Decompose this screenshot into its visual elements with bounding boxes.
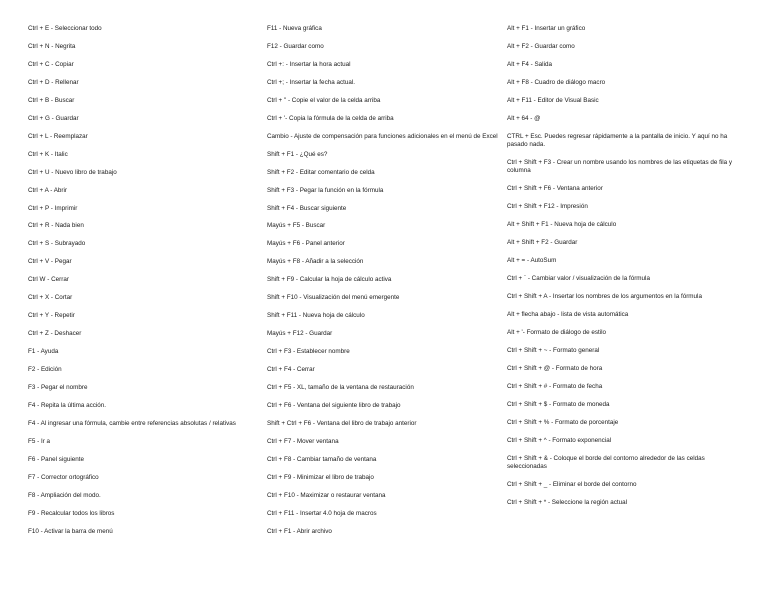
shortcut-entry: Ctrl W - Cerrar [28, 276, 69, 284]
shortcut-entry: F9 - Recalcular todos los libros [28, 509, 115, 517]
shortcut-entry: F1 - Ayuda [28, 348, 59, 356]
shortcut-entry: Shift + F4 - Buscar siguiente [267, 204, 347, 212]
shortcut-entry: Ctrl + X - Cortar [28, 294, 73, 302]
shortcut-entry: Ctrl + C - Copiar [28, 60, 74, 68]
shortcut-entry: Alt + = - AutoSum [507, 257, 557, 265]
shortcut-entry: Shift + F10 - Visualización del menú emergente [267, 294, 400, 302]
shortcut-entry: F6 - Panel siguiente [28, 455, 85, 463]
shortcut-entry: Ctrl + F1 - Abrir archivo [267, 527, 332, 535]
shortcut-entry: F4 - Repita la última acción. [28, 402, 107, 410]
shortcut-entry: Shift + F2 - Editar comentario de celda [267, 168, 375, 176]
shortcut-entry: Ctrl + Shift + * - Seleccione la región actual [507, 499, 628, 507]
shortcut-entry: Alt + F11 - Editor de Visual Basic [507, 96, 599, 104]
shortcut-entry: Ctrl + F3 - Establecer nombre [267, 348, 350, 356]
shortcut-entry: Ctrl + F11 - Insertar 4.0 hoja de macros [267, 509, 377, 517]
shortcut-entry: F5 - Ir a [28, 437, 51, 445]
shortcut-entry: Ctrl + U - Nuevo libro de trabajo [28, 168, 117, 176]
shortcut-entry: Ctrl +; - Insertar la fecha actual. [267, 78, 356, 86]
shortcut-entry: F11 - Nueva gráfica [267, 25, 322, 32]
shortcut-column-1 [28, 25, 256, 546]
shortcut-entry: Ctrl + Shift + ^ - Formato exponencial [507, 436, 612, 444]
shortcut-entry: Ctrl + A - Abrir [28, 186, 68, 194]
shortcut-entry: Shift + Ctrl + F6 - Ventana del libro de trabajo anterior [267, 419, 417, 427]
shortcut-entry: Alt + Shift + F2 - Guardar [507, 239, 578, 247]
shortcut-entry: Ctrl + K - Italic [28, 150, 68, 158]
shortcut-entry: Ctrl + R - Nada bien [28, 222, 84, 230]
shortcut-entry: Ctrl + F6 - Ventana del siguiente libro de trabajo [267, 402, 401, 410]
shortcut-entry: Ctrl + F7 - Mover ventana [267, 437, 339, 445]
shortcut-entry: Ctrl + Shift + @ - Formato de hora [507, 364, 603, 372]
shortcut-entry: Mayús + F8 - Añadir a la selección [267, 258, 364, 266]
shortcut-entry: Ctrl + L - Reemplazar [28, 132, 88, 140]
shortcut-entry: Ctrl + Shift + % - Formato de porcentaje [507, 418, 619, 426]
shortcut-entry: F7 - Corrector ortográfico [28, 473, 99, 481]
shortcut-entry: Mayús + F12 - Guardar [267, 330, 333, 338]
shortcut-entry: F12 - Guardar como [267, 42, 324, 50]
shortcut-entry: Ctrl + ` - Cambiar valor / visualización de la fórmula [507, 275, 650, 283]
shortcut-entry: Alt + flecha abajo - lista de vista automática [507, 311, 629, 319]
shortcut-entry: F2 - Edición [28, 366, 62, 374]
shortcut-entry: F8 - Ampliación del modo. [28, 491, 101, 499]
shortcut-entry: Mayús + F6 - Panel anterior [267, 240, 345, 248]
shortcut-entry: Ctrl + F10 - Maximizar o restaurar ventana [267, 491, 386, 499]
shortcut-entry: Alt + F4 - Salida [507, 60, 552, 68]
shortcut-entry: Ctrl + E - Seleccionar todo [28, 25, 102, 32]
shortcut-entry: Ctrl +: - Insertar la hora actual [267, 60, 351, 68]
shortcut-entry: Ctrl + D - Rellenar [28, 78, 79, 86]
shortcut-entry: Shift + F11 - Nueva hoja de cálculo [267, 312, 365, 320]
shortcut-entry: Ctrl + V - Pegar [28, 258, 72, 266]
shortcut-entry: Ctrl + Shift + _ - Eliminar el borde del contorno [507, 481, 637, 489]
shortcut-entry: Ctrl + N - Negrita [28, 42, 76, 50]
shortcut-entry: Ctrl + " - Copie el valor de la celda arriba [267, 96, 381, 104]
shortcut-entry: Ctrl + F9 - Minimizar el libro de trabajo [267, 473, 374, 481]
shortcut-entry: Ctrl + S - Subrayado [28, 240, 86, 248]
shortcut-column-2 [267, 25, 503, 546]
shortcut-entry: Ctrl + '- Copia la fórmula de la celda de arriba [267, 114, 394, 122]
shortcut-entry: Alt + F2 - Guardar como [507, 42, 575, 50]
shortcut-entry: Ctrl + Shift + # - Formato de fecha [507, 382, 603, 390]
shortcut-entry: Ctrl + Z - Deshacer [28, 330, 82, 338]
shortcut-entry: Ctrl + F8 - Cambiar tamaño de ventana [267, 455, 377, 463]
shortcut-entry: Alt + F1 - Insertar un gráfico [507, 25, 586, 32]
shortcut-entry: Alt + Shift + F1 - Nueva hoja de cálculo [507, 221, 617, 229]
shortcut-entry: Ctrl + Shift + A - Insertar los nombres de los argumentos en la fórmula [507, 293, 702, 301]
shortcut-entry: Shift + F9 - Calcular la hoja de cálculo activa [267, 276, 392, 284]
shortcut-entry: Mayús + F5 - Buscar [267, 222, 326, 230]
shortcut-entry: Ctrl + Shift + F6 - Ventana anterior [507, 185, 603, 193]
shortcut-entry: Ctrl + Shift + F3 - Crear un nombre usando los nombres de las etiquetas de fila y columna [507, 159, 733, 175]
shortcut-entry: CTRL + Esc. Puedes regresar rápidamente a la pantalla de inicio. Y aquí no ha pasado nada. [507, 132, 728, 149]
shortcut-entry: Ctrl + Shift + & - Coloque el borde del contorno alrededor de las celdas seleccionadas [507, 454, 705, 471]
shortcut-entry: F3 - Pegar el nombre [28, 384, 88, 392]
shortcut-column-3 [507, 25, 743, 517]
shortcut-entry: Shift + F3 - Pegar la función en la fórmula [267, 186, 384, 194]
shortcut-entry: Ctrl + G - Guardar [28, 114, 79, 122]
shortcut-entry: Alt + 64 - @ [507, 114, 541, 122]
shortcut-entry: Ctrl + Shift + F12 - Impresión [507, 203, 588, 211]
shortcut-entry: Alt + '- Formato de diálogo de estilo [507, 329, 607, 337]
shortcut-entry: Cambio - Ajuste de compensación para funciones adicionales en el menú de Excel [267, 132, 498, 140]
shortcut-entry: Ctrl + B - Buscar [28, 96, 75, 104]
shortcut-entry: Ctrl + F5 - XL, tamaño de la ventana de restauración [267, 384, 414, 392]
shortcut-entry: Ctrl + Shift + ~ - Formato general [507, 347, 600, 355]
shortcut-entry: Ctrl + Shift + $ - Formato de moneda [507, 400, 610, 408]
shortcut-entry: F10 - Activar la barra de menú [28, 527, 113, 535]
shortcut-entry: Ctrl + F4 - Cerrar [267, 366, 315, 374]
shortcut-entry: Shift + F1 - ¿Qué es? [267, 150, 328, 158]
shortcut-entry: Alt + F8 - Cuadro de diálogo macro [507, 78, 606, 86]
shortcut-entry: Ctrl + Y - Repetir [28, 312, 75, 320]
shortcut-entry: F4 - Al ingresar una fórmula, cambie entre referencias absolutas / relativas [28, 419, 236, 427]
shortcut-entry: Ctrl + P - Imprimir [28, 204, 78, 212]
